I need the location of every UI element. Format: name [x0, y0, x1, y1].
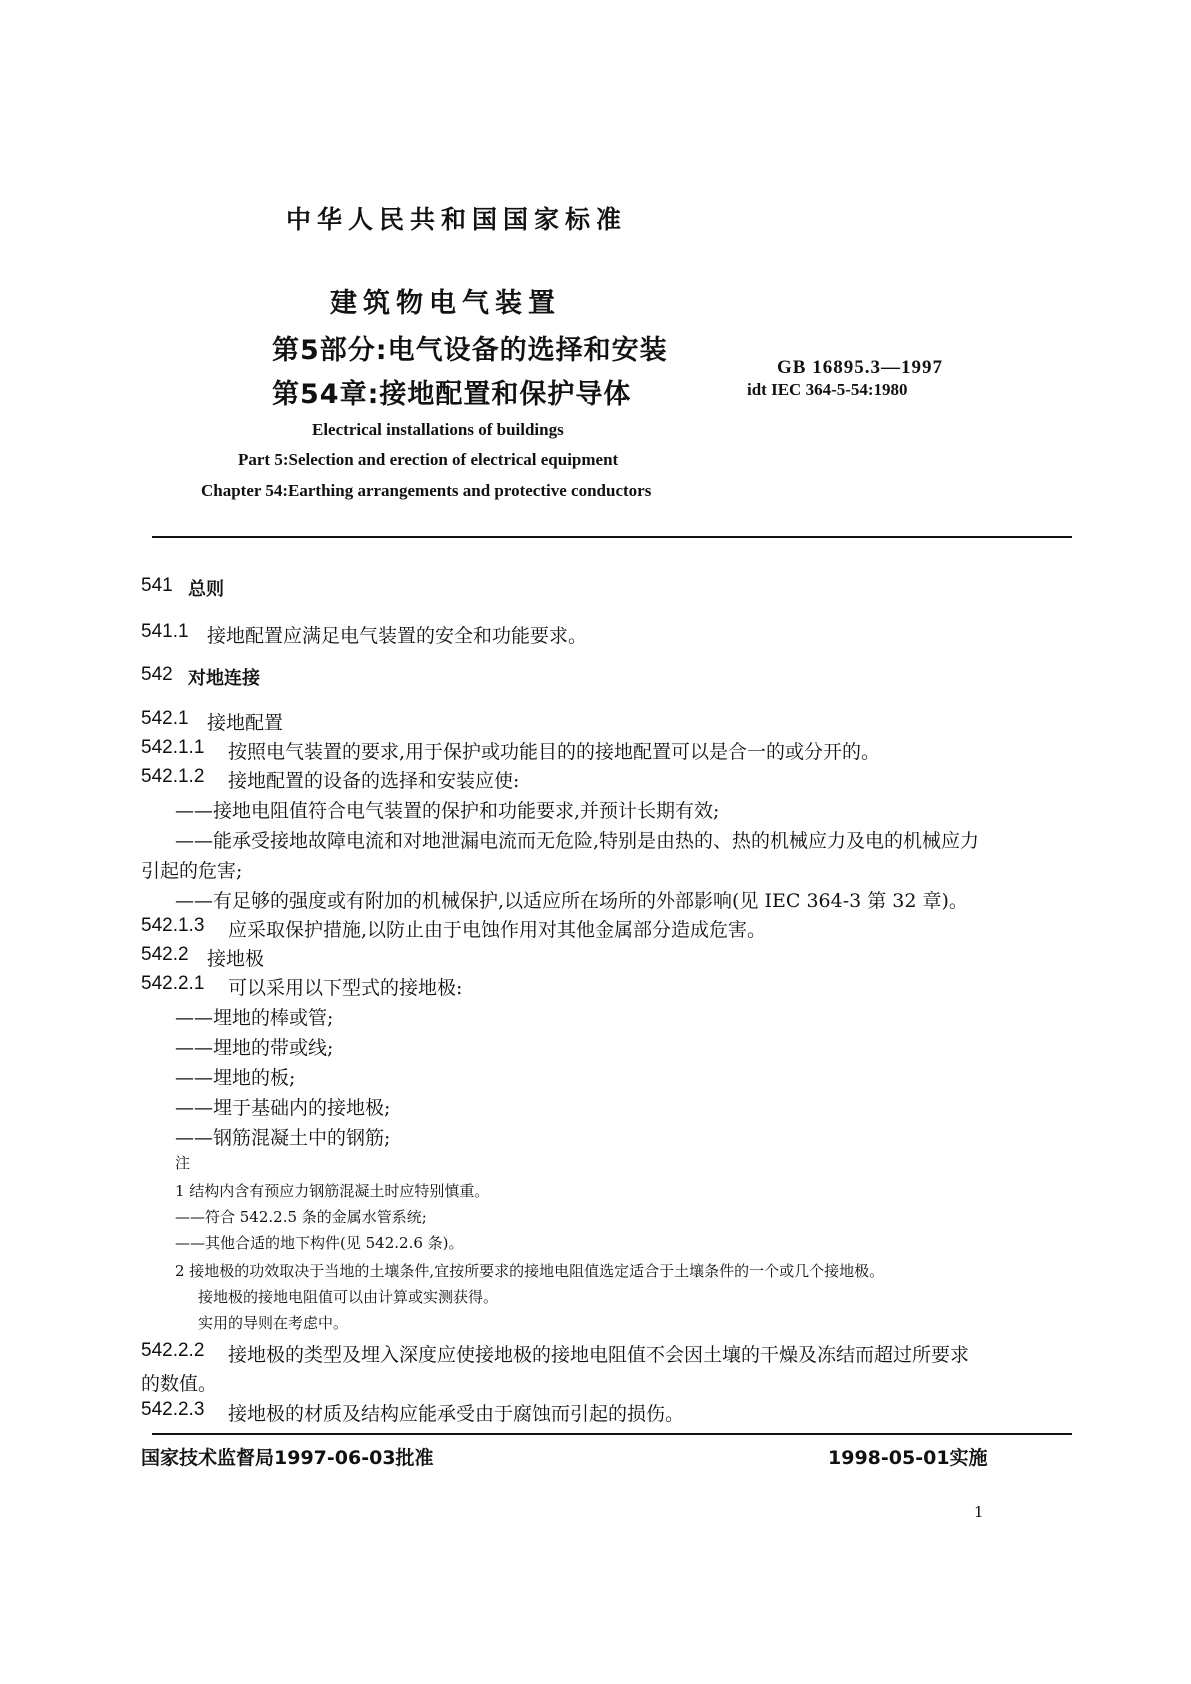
section-542-1-text: 接地配置 [207, 712, 284, 734]
note-label: 注 [175, 1154, 191, 1172]
list-item: ——接地电阻值符合电气装置的保护和功能要求,并预计长期有效; [175, 800, 720, 822]
section-542-title: 对地连接 [188, 668, 260, 689]
header-divider [152, 536, 1072, 538]
section-542-1-1-number: 542.1.1 [141, 737, 205, 758]
section-542-1-2-text: 接地配置的设备的选择和安装应使: [228, 770, 520, 792]
section-541-title: 总则 [188, 579, 224, 600]
section-542-2-number: 542.2 [141, 944, 189, 965]
standard-title: 中华人民共和国国家标准 [286, 205, 628, 234]
title-line-1: 建筑物电气装置 [330, 288, 561, 319]
section-542-2-2-continuation: 的数值。 [141, 1373, 218, 1395]
section-541-number: 541 [141, 575, 173, 596]
section-542-1-3-text: 应采取保护措施,以防止由于电蚀作用对其他金属部分造成危害。 [228, 919, 767, 941]
list-item: ——埋地的棒或管; [175, 1007, 334, 1029]
footer-divider [152, 1433, 1072, 1435]
english-title-line-1: Electrical installations of buildings [312, 420, 564, 439]
note-2-continuation: 接地极的接地电阻值可以由计算或实测获得。 [198, 1288, 499, 1306]
list-item: ——能承受接地故障电流和对地泄漏电流而无危险,特别是由热的、热的机械应力及电的机械应力 [175, 830, 980, 852]
section-542-number: 542 [141, 664, 173, 685]
list-item: ——埋地的带或线; [175, 1037, 334, 1059]
list-item: ——埋于基础内的接地极; [175, 1097, 391, 1119]
implementation-date: 1998-05-01实施 [828, 1447, 988, 1469]
section-542-2-3-text: 接地极的材质及结构应能承受由于腐蚀而引起的损伤。 [228, 1403, 685, 1425]
note-list-item: ——符合 542.2.5 条的金属水管系统; [175, 1208, 427, 1226]
list-item: ——埋地的板; [175, 1067, 296, 1089]
section-542-2-text: 接地极 [207, 948, 265, 970]
list-item: ——钢筋混凝土中的钢筋; [175, 1127, 391, 1149]
section-542-2-1-text: 可以采用以下型式的接地极: [228, 977, 463, 999]
section-542-2-2-text: 接地极的类型及埋入深度应使接地极的接地电阻值不会因土壤的干燥及冻结而超过所要求 [228, 1344, 970, 1366]
standard-number: GB 16895.3—1997 [777, 357, 943, 378]
section-541-1-text: 接地配置应满足电气装置的安全和功能要求。 [207, 625, 588, 647]
section-541-1-number: 541.1 [141, 621, 189, 642]
standard-idt: idt IEC 364-5-54:1980 [747, 380, 908, 399]
note-2: 2 接地极的功效取决于当地的土壤条件,宜按所要求的接地电阻值选定适合于土壤条件的一个或几个接地极。 [175, 1262, 885, 1280]
title-line-2: 第5部分:电气设备的选择和安装 [272, 335, 668, 366]
approval-info: 国家技术监督局1997-06-03批准 [141, 1447, 434, 1469]
list-item-continuation: 引起的危害; [141, 860, 243, 882]
list-item: ——有足够的强度或有附加的机械保护,以适应所在场所的外部影响(见 IEC 364-3 第 32 章)。 [175, 890, 968, 912]
note-1: 1 结构内含有预应力钢筋混凝土时应特别慎重。 [175, 1182, 490, 1200]
section-542-2-1-number: 542.2.1 [141, 973, 205, 994]
section-542-1-2-number: 542.1.2 [141, 766, 205, 787]
english-title-line-2: Part 5:Selection and erection of electrical equipment [238, 450, 619, 469]
english-title-line-3: Chapter 54:Earthing arrangements and protective conductors [201, 481, 652, 500]
note-list-item: ——其他合适的地下构件(见 542.2.6 条)。 [175, 1234, 464, 1252]
note-2-continuation: 实用的导则在考虑中。 [198, 1314, 349, 1332]
section-542-2-3-number: 542.2.3 [141, 1399, 205, 1420]
section-542-1-number: 542.1 [141, 708, 189, 729]
title-line-3: 第54章:接地配置和保护导体 [272, 379, 632, 410]
section-542-2-2-number: 542.2.2 [141, 1340, 205, 1361]
section-542-1-1-text: 按照电气装置的要求,用于保护或功能目的的接地配置可以是合一的或分开的。 [228, 741, 881, 763]
page-number: 1 [974, 1503, 984, 1521]
section-542-1-3-number: 542.1.3 [141, 915, 205, 936]
